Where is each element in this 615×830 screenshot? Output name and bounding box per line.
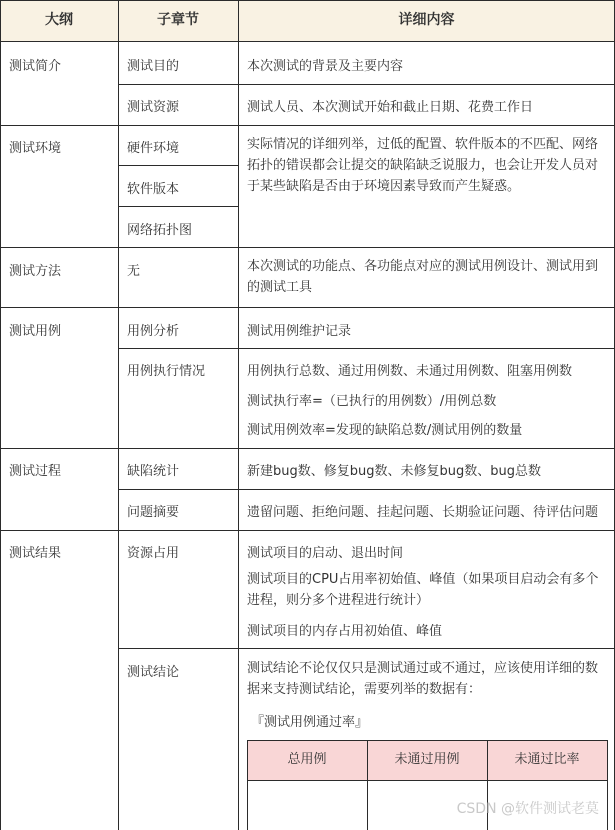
detail-cell: 新建bug数、修复bug数、未修复bug数、bug总数 xyxy=(247,464,541,479)
header-outline: 大纲 xyxy=(45,12,73,28)
rule xyxy=(118,165,238,166)
rule xyxy=(0,448,615,449)
subsection-cell: 无 xyxy=(127,264,141,279)
rule xyxy=(118,648,615,649)
rule xyxy=(0,247,615,248)
subsection-cell: 用例执行情况 xyxy=(127,364,206,379)
detail-cell: 测试项目的CPU占用率初始值、峰值（如果项目启动会有多个进程，则分多个进程进行统计） xyxy=(247,572,599,608)
detail-cell: 测试项目的内存占用初始值、峰值 xyxy=(247,624,443,639)
detail-cell: 用例执行总数、通过用例数、未通过用例数、阻塞用例数 xyxy=(247,364,573,379)
rule xyxy=(118,206,238,207)
rule xyxy=(247,780,607,781)
subsection-cell: 测试结论 xyxy=(127,665,180,680)
outline-cell: 测试环境 xyxy=(9,141,62,156)
detail-cell: 实际情况的详细列举，过低的配置、软件版本的不匹配、网络拓扑的错误都会让提交的缺陷缺乏说服力，也会让开发人员对于某些缺陷是否由于环境因素导致而产生疑惑。 xyxy=(247,137,599,194)
detail-cell: 本次测试的功能点、各功能点对应的测试用例设计、测试用到的测试工具 xyxy=(247,259,599,295)
subsection-cell: 测试资源 xyxy=(127,100,180,115)
subsection-cell: 测试目的 xyxy=(127,59,180,74)
subsection-cell: 缺陷统计 xyxy=(127,464,180,479)
header-subsection: 子章节 xyxy=(157,12,199,28)
outline-cell: 测试过程 xyxy=(9,464,62,479)
subsection-cell: 硬件环境 xyxy=(127,141,180,156)
outline-cell: 测试结果 xyxy=(9,546,62,561)
detail-cell: 本次测试的背景及主要内容 xyxy=(247,59,404,74)
detail-cell: 测试用例效率=发现的缺陷总数/测试用例的数量 xyxy=(247,423,523,438)
subsection-cell: 问题摘要 xyxy=(127,505,180,520)
rule xyxy=(0,530,615,531)
inner-header-failed: 未通过用例 xyxy=(394,752,460,767)
outline-cell: 测试方法 xyxy=(9,264,62,279)
outline-cell: 测试简介 xyxy=(9,59,62,74)
detail-cell: 遗留问题、拒绝问题、挂起问题、长期验证问题、待评估问题 xyxy=(247,505,599,520)
rule xyxy=(0,41,615,42)
detail-cell: 测试人员、本次测试开始和截止日期、花费工作日 xyxy=(247,100,534,115)
rule xyxy=(118,348,615,349)
detail-cell: 『测试用例通过率』 xyxy=(251,715,369,730)
rule xyxy=(0,0,615,1)
rule xyxy=(0,0,1,830)
inner-header-total: 总用例 xyxy=(287,752,327,767)
rule xyxy=(238,0,239,830)
detail-cell: 测试用例维护记录 xyxy=(247,324,352,339)
detail-cell: 测试项目的启动、退出时间 xyxy=(247,546,404,561)
detail-cell: 测试执行率=（已执行的用例数）/用例总数 xyxy=(247,394,497,409)
subsection-cell: 用例分析 xyxy=(127,324,180,339)
subsection-cell: 资源占用 xyxy=(127,546,180,561)
watermark: CSDN @软件测试老莫 xyxy=(456,801,599,817)
rule xyxy=(118,489,615,490)
outline-cell: 测试用例 xyxy=(9,324,62,339)
header-detail: 详细内容 xyxy=(398,12,455,28)
rule xyxy=(118,0,119,830)
inner-header-fail-rate: 未通过比率 xyxy=(514,752,580,767)
subsection-cell: 软件版本 xyxy=(127,182,180,197)
rule xyxy=(0,125,615,126)
detail-cell: 测试结论不论仅仅只是测试通过或不通过，应该使用详细的数据来支持测试结论，需要列举的数据有： xyxy=(247,661,599,697)
rule xyxy=(118,84,615,85)
subsection-cell: 网络拓扑图 xyxy=(127,223,193,238)
rule xyxy=(0,307,615,308)
